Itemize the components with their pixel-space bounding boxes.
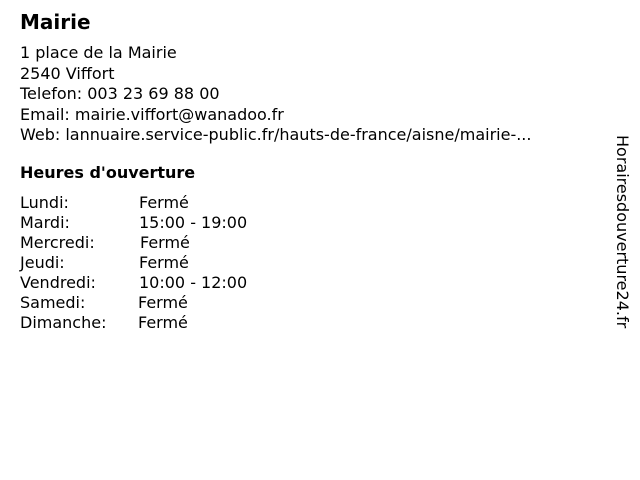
day-label: Mardi:	[20, 213, 70, 232]
day-hours: Fermé	[140, 233, 190, 252]
office-title: Mairie	[20, 10, 91, 34]
day-hours: 10:00 - 12:00	[139, 273, 248, 292]
day-label: Vendredi:	[20, 273, 96, 292]
postal-city-line: 2540 Viffort	[20, 63, 115, 83]
phone-line: Telefon: 003 23 69 88 00	[20, 84, 220, 103]
day-hours: Fermé	[139, 193, 189, 212]
email-line: Email: mairie.viffort@wanadoo.fr	[20, 104, 284, 124]
hours-heading: Heures d'ouverture	[20, 163, 196, 182]
day-hours: 15:00 - 19:00	[139, 213, 248, 232]
contact-block	[20, 43, 531, 146]
day-hours: Fermé	[139, 253, 189, 272]
day-label: Jeudi:	[20, 253, 65, 272]
day-hours: Fermé	[138, 313, 188, 332]
day-label: Samedi:	[20, 293, 86, 312]
address-line: 1 place de la Mairie	[20, 43, 177, 62]
day-label: Lundi:	[20, 193, 69, 212]
day-hours: Fermé	[138, 293, 188, 312]
day-label: Dimanche:	[20, 313, 107, 332]
site-brand-vertical: Horairesdouverture24.fr	[613, 135, 632, 329]
day-label: Mercredi:	[20, 233, 95, 252]
web-line: Web: lannuaire.service-public.fr/hauts-de-france/aisne/mairie-...	[20, 125, 532, 144]
